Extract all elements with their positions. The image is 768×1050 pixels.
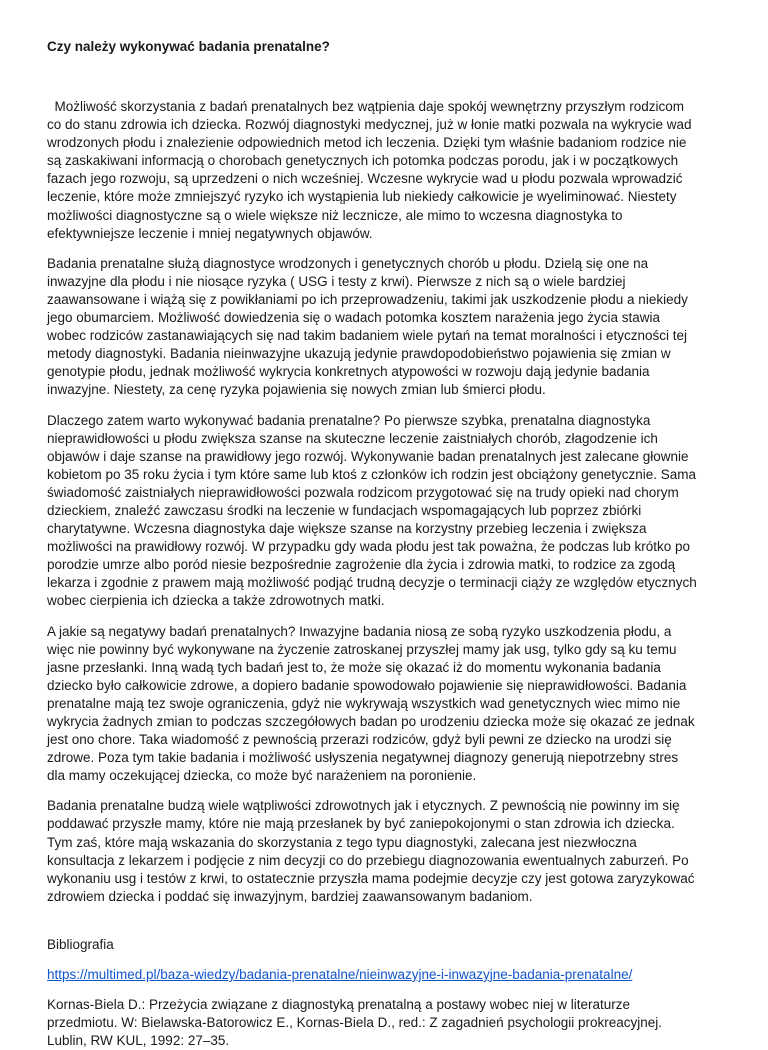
paragraph-conclusion: Badania prenatalne budzą wiele wątpliwości zdrowotnych jak i etycznych. Z pewnością nie powinny im się poddawać przyszłe mamy, które nie mają przesłanek by być zaniepokojonymi o stan zdrowia ich dziecka. Tym zaś, które mają wskazania do skorzystania z tego typu diagnostyki, zalecana jest niezwłoczna konsultacja z lekarzem i podjęcie z nim decyzji co do przebiegu diagnozowania ewentualnych zaburzeń. Po wykonaniu usg i testów z krwi, to ostatecznie przyszła mama podejmie decyzje czy jest gotowa zaryzykować zdrowiem dziecka i poddać się inwazyjnym, bardziej zaawansowanym badaniom. — [47, 798, 695, 904]
bibliography-citation: Kornas-Biela D.: Przeżycia związane z diagnostyką prenatalną a postawy wobec niej w literaturze przedmiotu. W: Bielawska-Batorowicz E., Kornas-Biela D., red.: Z zagadnień psychologii prokreacyjnej. Lublin, RW KUL, 1992: 27–35. — [47, 996, 663, 1049]
paragraph-negatives: A jakie są negatywy badań prenatalnych? Inwazyjne badania niosą ze sobą ryzyko uszkodzenia płodu, a więc nie powinny być wykonywane na życzenie zatroskanej przyszłej mamy jak usg, tylko gdy są ku temu jasne przesłanki. Inną wadą tych badań jest to, że może się okazać iż do momentu wykonania badania dziecko było całkowicie zdrowe, a dopiero badanie spowodowało pojawienie się nieprawidłowości. Badania prenatalne mają tez swoje ograniczenia, gdyż nie wykrywają wszystkich wad genetycznych wiec mimo nie wykrycia żadnych zmian to podczas szczegółowych badan po urodzeniu dziecka może się okazać ze jednak jest ono chore. Taka wiadomość z pewnością przerazi rodziców, gdyż byli pewni ze dziecko na urodzi się zdrowe. Poza tym takie badania i możliwość usłyszenia negatywnej diagnozy generują niepotrzebny stres dla mamy oczekującej dziecka, co może być narażeniem na poronienie. — [47, 623, 695, 784]
page-title: Czy należy wykonywać badania prenatalne? — [47, 39, 330, 54]
paragraph-intro: Możliwość skorzystania z badań prenatalnych bez wątpienia daje spokój wewnętrzny przyszłym rodzicom co do stanu zdrowia ich dziecka. Rozwój diagnostyki medycznej, już w łonie matki pozwala na wykrycie wad wrodzonych płodu i znalezienie odpowiednich metod ich leczenia. Dzięki tym właśnie badaniom rodzice nie są zaskakiwani informacją o chorobach genetycznych ich potomka podczas porodu, jak i w początkowych fazach jego rozwoju, są uprzedzeni o nich wcześniej. Wczesne wykrycie wad u płodu pozwala wprowadzić leczenie, które może zmniejszyć ryzyko ich wystąpienia lub niekiedy całkowicie je wyeliminować. Niestety możliwości diagnostyczne są o wiele większe niż lecznicze, ale mimo to wczesna diagnostyka to efektywniejsze leczenie i mniej negatywnych objawów. — [47, 99, 696, 241]
bibliography-link[interactable]: https://multimed.pl/baza-wiedzy/badania-prenatalne/nieinwazyjne-i-inwazyjne-badania-prenatalne/ — [47, 966, 633, 982]
bibliography-heading: Bibliografia — [47, 936, 114, 952]
paragraph-types: Badania prenatalne służą diagnostyce wrodzonych i genetycznych chorób u płodu. Dzielą się one na inwazyjne dla płodu i nie niosące ryzyka ( USG i testy z krwi). Pierwsze z nich są o wiele bardziej zaawansowane i wiążą się z powikłaniami po ich przeprowadzeniu, takimi jak uszkodzenie płodu a niekiedy jego obumarciem. Możliwość dowiedzenia się o wadach potomka kosztem narażenia jego życia stawia wobec rodziców zastanawiających się nad takim badaniem wiele pytań na temat moralności i etyczności tej metody diagnostyki. Badania nieinwazyjne ukazują jedynie prawdopodobieństwo pojawienia się zmian w genotypie płodu, jednak możliwość wykrycia konkretnych atypowości w rozwoju dają jedynie badania inwazyjne. Niestety, za cenę ryzyka pojawienia się nowych zmian lub śmierci płodu. — [47, 255, 688, 398]
paragraph-benefits: Dlaczego zatem warto wykonywać badania prenatalne? Po pierwsze szybka, prenatalna diagnostyka nieprawidłowości u płodu zwiększa szanse na skuteczne leczenie zaistniałych chorób, złagodzenie ich objawów i daje szanse na prawidłowy jego rozwój. Wykonywanie badan prenatalnych jest zalecane głownie kobietom po 35 roku życia i tym które same lub ktoś z członków ich rodzin jest obciążony genetycznie. Sama świadomość zaistniałych nieprawidłowości pozwala rodzicom przygotować się na trudy opieki nad chorym dzieckiem, znaleźć zawczasu środki na leczenie w fundacjach wspomagających lub poprzez zbiórki charytatywne. Wczesna diagnostyka daje większe szanse na korzystny przebieg leczenia i zwiększa możliwości na prawidłowy rozwój. W przypadku gdy wada płodu jest tak poważna, że podczas lub krótko po porodzie umrze albo poród niesie bezpośrednie zagrożenie dla życia i zdrowia matki, to rodzice za zgodą lekarza i zgodnie z prawem mają możliwość podjąć trudną decyzje o terminacji ciąży ze względów etycznych wobec cierpienia ich dziecka a także zdrowotnych matki. — [47, 412, 697, 609]
